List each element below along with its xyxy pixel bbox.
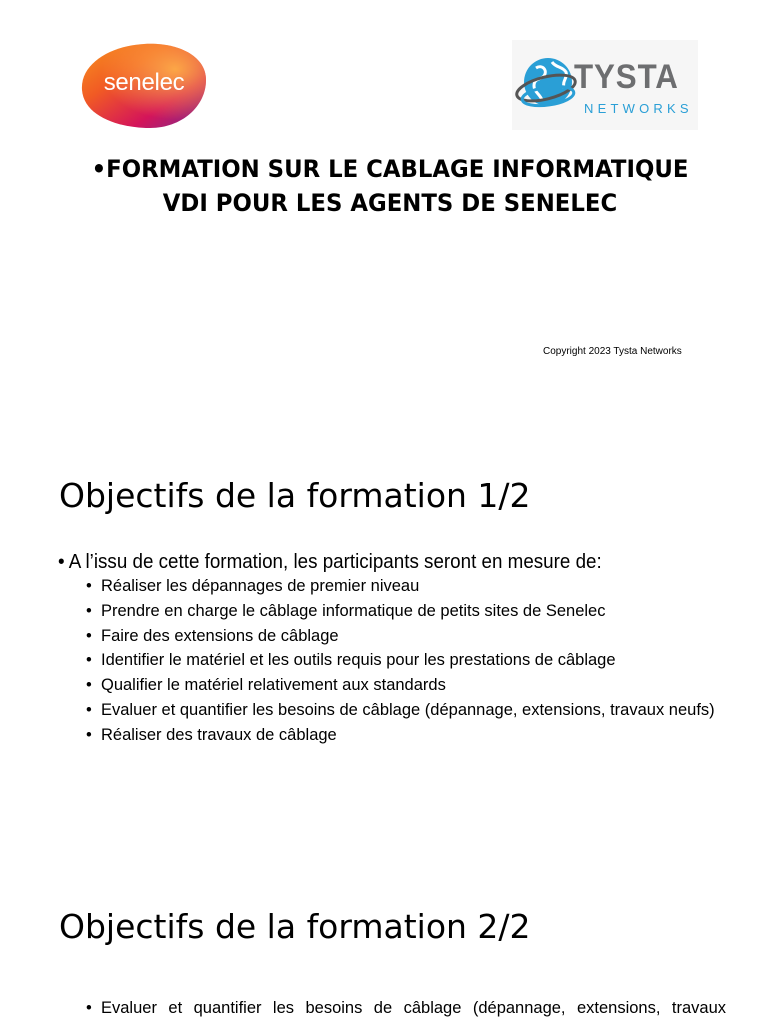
tysta-logo-word: TYSTA [574, 58, 679, 96]
tysta-logo-subtitle: NETWORKS [584, 101, 693, 116]
list-item: • Identifier le matériel et les outils requis pour les prestations de câblage [86, 650, 726, 670]
slide-title-line-1 [58, 152, 723, 186]
tysta-networks-logo [512, 40, 698, 130]
objectives-list-2 [86, 998, 726, 1023]
list-item: • Qualifier le matériel relativement aux standards [86, 675, 726, 695]
list-item: • Prendre en charge le câblage informatique de petits sites de Senelec [86, 601, 726, 621]
globe-icon [512, 40, 582, 130]
copyright-notice: Copyright 2023 Tysta Networks [543, 346, 682, 357]
list-item: • Réaliser des travaux de câblage [86, 725, 726, 745]
lead-bullet: • [58, 551, 69, 573]
list-item: • Réaliser les dépannages de premier niveau [86, 576, 726, 596]
title-bullet: • [91, 155, 107, 183]
senelec-logo-text: senelec [103, 69, 185, 96]
senelec-logo [78, 42, 210, 130]
slide-title-line-2: VDI POUR LES AGENTS DE SENELEC [162, 189, 618, 217]
objectives-heading-1: Objectifs de la formation 1/2 [59, 476, 531, 515]
slide-title [58, 152, 723, 220]
list-item: • Evaluer et quantifier les besoins de câblage (dépannage, extensions, travaux [86, 998, 726, 1018]
objectives-heading-2: Objectifs de la formation 2/2 [59, 907, 531, 946]
list-item: • Evaluer et quantifier les besoins de câblage (dépannage, extensions, travaux neufs) [86, 700, 726, 720]
list-item: • Faire des extensions de câblage [86, 626, 726, 646]
objectives-lead [58, 551, 602, 574]
title-line-1-text: FORMATION SUR LE CABLAGE INFORMATIQUE [106, 155, 689, 183]
lead-text: A l’issu de cette formation, les participants seront en mesure de: [68, 551, 602, 573]
objectives-list-1 [86, 576, 726, 750]
